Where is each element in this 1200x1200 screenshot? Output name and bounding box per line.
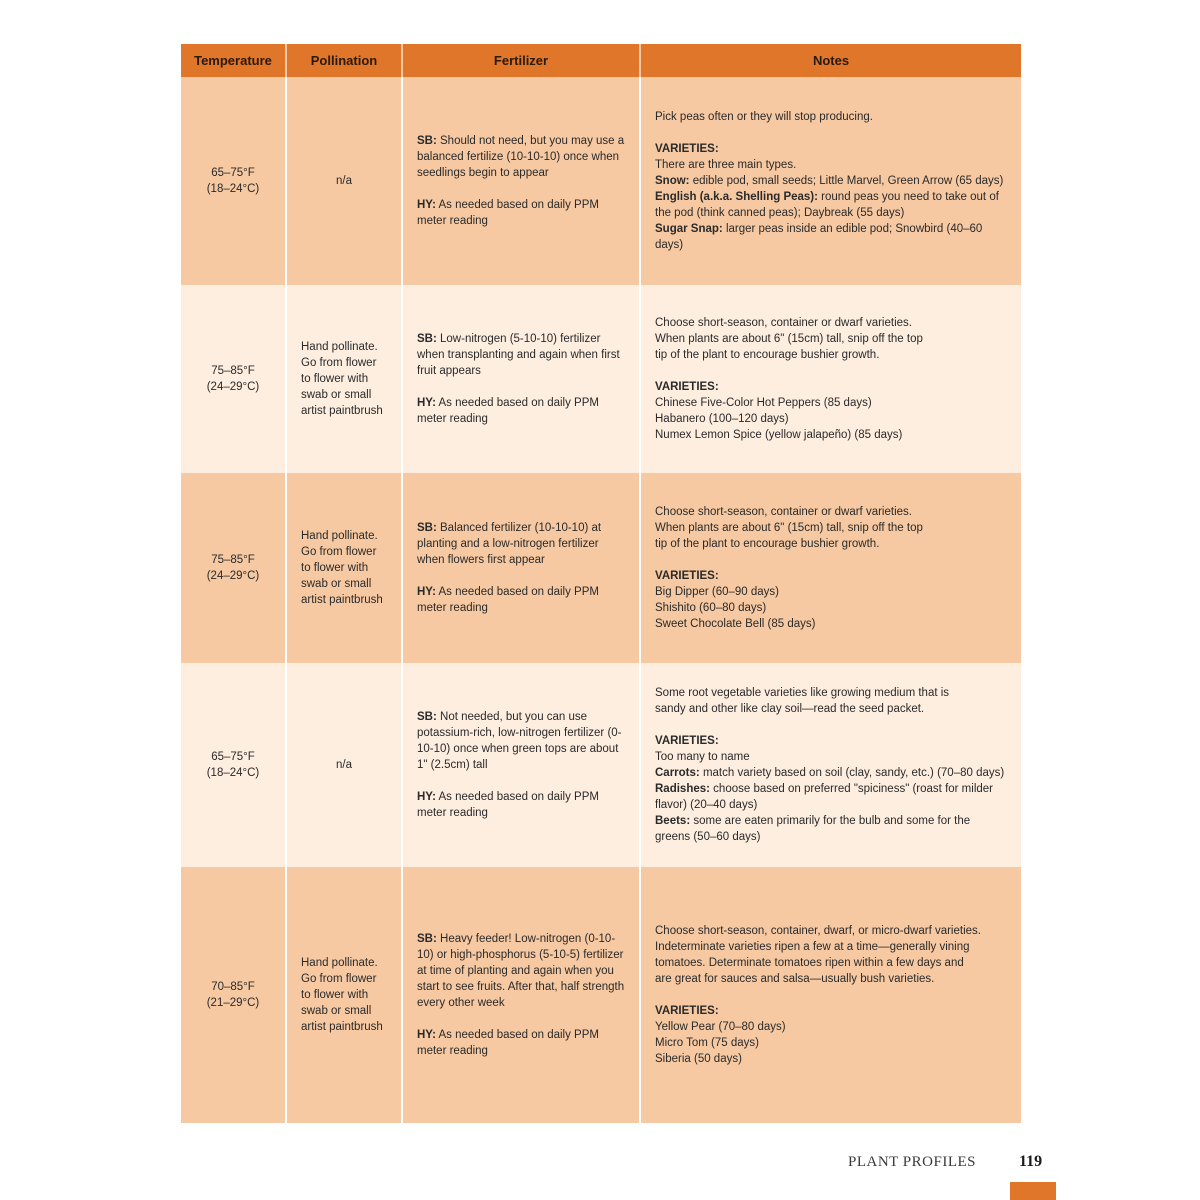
fertilizer-hydroponic <box>417 197 625 229</box>
table-body <box>181 77 1021 1123</box>
header-notes: Notes <box>640 44 1021 77</box>
fertilizer-hy-text: As needed based on daily PPM meter reading <box>417 586 599 614</box>
fertilizer-hy-text: As needed based on daily PPM meter reading <box>417 397 599 425</box>
varieties-label: VARIETIES: <box>655 143 719 155</box>
variety-text: Yellow Pear (70–80 days) <box>655 1021 786 1033</box>
variety-item <box>655 411 1007 427</box>
pollination-line: Hand pollinate. <box>301 957 378 969</box>
fertilizer-hy-label: HY: <box>417 791 436 803</box>
pollination-line: artist paintbrush <box>301 1021 383 1033</box>
variety-name: Carrots: <box>655 767 700 779</box>
table-row <box>181 663 1021 867</box>
table-row <box>181 77 1021 285</box>
fertilizer-sb-text: Heavy feeder! Low-nitrogen (0-10-10) or high-phosphorus (5-10-5) fertilizer at time of planting and again when you start to see fruits. After that, half strength every other week <box>417 933 625 1009</box>
pollination-line: Hand pollinate. <box>301 341 378 353</box>
varieties-label: VARIETIES: <box>655 381 719 393</box>
pollination-line: n/a <box>336 759 352 771</box>
pollination-line: swab or small <box>301 578 372 590</box>
fertilizer-hydroponic <box>417 1027 625 1059</box>
fertilizer-sb-text: Balanced fertilizer (10-10-10) at planting and a low-nitrogen fertilizer when flowers first appear <box>417 522 602 566</box>
cell-notes <box>640 663 1021 867</box>
header-pollination: Pollination <box>286 44 402 77</box>
variety-text: some are eaten primarily for the bulb and some for the greens (50–60 days) <box>655 815 971 843</box>
cell-fertilizer <box>402 867 640 1123</box>
notes-line: When plants are about 6" (15cm) tall, snip off the top <box>655 522 923 534</box>
cell-notes <box>640 285 1021 473</box>
cell-notes <box>640 473 1021 663</box>
notes-line: Choose short-season, container, dwarf, or micro-dwarf varieties. <box>655 925 981 937</box>
header-temperature: Temperature <box>181 44 286 77</box>
varieties-label: VARIETIES: <box>655 735 719 747</box>
temperature-fahrenheit: 65–75°F <box>211 751 255 763</box>
fertilizer-hy-label: HY: <box>417 199 436 211</box>
plant-profile-table-container <box>181 44 1021 1123</box>
cell-pollination <box>286 77 402 285</box>
cell-temperature <box>181 77 286 285</box>
variety-text: match variety based on soil (clay, sandy, etc.) (70–80 days) <box>702 767 1005 779</box>
varieties-label: VARIETIES: <box>655 1005 719 1017</box>
pollination-line: to flower with <box>301 373 369 385</box>
notes-line: Pick peas often or they will stop producing. <box>655 111 873 123</box>
fertilizer-hydroponic <box>417 395 625 427</box>
fertilizer-sb-label: SB: <box>417 933 437 945</box>
fertilizer-sb-text: Should not need, but you may use a balanced fertilize (10-10-10) once when seedlings begin to appear <box>417 135 625 179</box>
fertilizer-sb-label: SB: <box>417 711 437 723</box>
fertilizer-hydroponic <box>417 789 625 821</box>
pollination-line: to flower with <box>301 562 369 574</box>
fertilizer-soil-based <box>417 709 625 773</box>
variety-item <box>655 813 1007 845</box>
notes-line: sandy and other like clay soil—read the seed packet. <box>655 703 925 715</box>
variety-name: Radishes: <box>655 783 710 795</box>
fertilizer-hy-text: As needed based on daily PPM meter reading <box>417 791 599 819</box>
variety-item <box>655 221 1007 253</box>
variety-item <box>655 157 1007 173</box>
variety-text: edible pod, small seeds; Little Marvel, Green Arrow (65 days) <box>692 175 1004 187</box>
temperature-celsius: (24–29°C) <box>206 381 260 393</box>
temperature-celsius: (21–29°C) <box>206 997 260 1009</box>
cell-fertilizer <box>402 663 640 867</box>
fertilizer-hy-label: HY: <box>417 586 436 598</box>
varieties-label: VARIETIES: <box>655 570 719 582</box>
cell-pollination <box>286 473 402 663</box>
notes-line: tip of the plant to encourage bushier growth. <box>655 538 880 550</box>
temperature-celsius: (18–24°C) <box>206 767 260 779</box>
pollination-line: n/a <box>336 175 352 187</box>
cell-pollination <box>286 663 402 867</box>
variety-item <box>655 749 1007 765</box>
variety-text: round peas you need to take out of the pod (think canned peas); Daybreak (55 days) <box>655 191 999 219</box>
variety-item <box>655 584 1007 600</box>
table-header-row <box>181 44 1021 77</box>
pollination-line: swab or small <box>301 389 372 401</box>
cell-temperature <box>181 473 286 663</box>
variety-text: Shishito (60–80 days) <box>655 602 767 614</box>
fertilizer-sb-text: Not needed, but you can use potassium-rich, low-nitrogen fertilizer (0-10-10) once when green tops are about 1" (2.5cm) tall <box>417 711 622 771</box>
cell-fertilizer <box>402 77 640 285</box>
variety-item <box>655 395 1007 411</box>
variety-text: choose based on preferred "spiciness" (roast for milder flavor) (20–40 days) <box>655 783 993 811</box>
fertilizer-soil-based <box>417 520 625 568</box>
table-row <box>181 473 1021 663</box>
variety-item <box>655 173 1007 189</box>
variety-name: Sugar Snap: <box>655 223 723 235</box>
plant-profile-table <box>181 44 1021 1123</box>
notes-line: Choose short-season, container or dwarf varieties. <box>655 506 912 518</box>
notes-line: tomatoes. Determinate tomatoes ripen within a few days and <box>655 957 964 969</box>
variety-text: Big Dipper (60–90 days) <box>655 586 780 598</box>
pollination-line: to flower with <box>301 989 369 1001</box>
cell-pollination <box>286 867 402 1123</box>
section-label: PLANT PROFILES <box>848 1154 976 1170</box>
variety-text: Too many to name <box>655 751 750 763</box>
variety-name: Snow: <box>655 175 690 187</box>
fertilizer-hy-label: HY: <box>417 397 436 409</box>
cell-pollination <box>286 285 402 473</box>
fertilizer-sb-label: SB: <box>417 135 437 147</box>
cell-fertilizer <box>402 473 640 663</box>
variety-text: Chinese Five-Color Hot Peppers (85 days) <box>655 397 872 409</box>
cell-notes <box>640 867 1021 1123</box>
fertilizer-hy-label: HY: <box>417 1029 436 1041</box>
cell-temperature <box>181 867 286 1123</box>
variety-item <box>655 600 1007 616</box>
variety-text: Siberia (50 days) <box>655 1053 742 1065</box>
temperature-celsius: (18–24°C) <box>206 183 260 195</box>
cell-notes <box>640 77 1021 285</box>
temperature-celsius: (24–29°C) <box>206 570 260 582</box>
temperature-fahrenheit: 65–75°F <box>211 167 255 179</box>
variety-text: Sweet Chocolate Bell (85 days) <box>655 618 816 630</box>
variety-text: larger peas inside an edible pod; Snowbird (40–60 days) <box>655 223 983 251</box>
fertilizer-soil-based <box>417 331 625 379</box>
variety-text: Micro Tom (75 days) <box>655 1037 759 1049</box>
fertilizer-hy-text: As needed based on daily PPM meter reading <box>417 1029 599 1057</box>
variety-item <box>655 189 1007 221</box>
pollination-line: Go from flower <box>301 973 377 985</box>
temperature-fahrenheit: 70–85°F <box>211 981 255 993</box>
notes-line: tip of the plant to encourage bushier growth. <box>655 349 880 361</box>
notes-line: Indeterminate varieties ripen a few at a time—generally vining <box>655 941 970 953</box>
notes-line: Choose short-season, container or dwarf varieties. <box>655 317 912 329</box>
variety-item <box>655 1019 1007 1035</box>
temperature-fahrenheit: 75–85°F <box>211 554 255 566</box>
variety-item <box>655 427 1007 443</box>
variety-item <box>655 1051 1007 1067</box>
variety-text: Numex Lemon Spice (yellow jalapeño) (85 days) <box>655 429 903 441</box>
pollination-line: Go from flower <box>301 357 377 369</box>
header-fertilizer: Fertilizer <box>402 44 640 77</box>
pollination-line: swab or small <box>301 1005 372 1017</box>
fertilizer-soil-based <box>417 931 625 1011</box>
pollination-line: Go from flower <box>301 546 377 558</box>
fertilizer-hydroponic <box>417 584 625 616</box>
fertilizer-sb-label: SB: <box>417 333 437 345</box>
pollination-line: artist paintbrush <box>301 405 383 417</box>
variety-text: Habanero (100–120 days) <box>655 413 789 425</box>
notes-line: Some root vegetable varieties like growing medium that is <box>655 687 950 699</box>
variety-name: English (a.k.a. Shelling Peas): <box>655 191 818 203</box>
variety-item <box>655 781 1007 813</box>
fertilizer-soil-based <box>417 133 625 181</box>
fertilizer-sb-label: SB: <box>417 522 437 534</box>
page-number: 119 <box>1019 1153 1043 1170</box>
temperature-fahrenheit: 75–85°F <box>211 365 255 377</box>
page-tab-marker <box>1010 1182 1056 1200</box>
table-row <box>181 867 1021 1123</box>
variety-name: Beets: <box>655 815 691 827</box>
table-row <box>181 285 1021 473</box>
notes-line: are great for sauces and salsa—usually bush varieties. <box>655 973 935 985</box>
fertilizer-sb-text: Low-nitrogen (5-10-10) fertilizer when transplanting and again when first fruit appears <box>417 333 620 377</box>
pollination-line: Hand pollinate. <box>301 530 378 542</box>
pollination-line: artist paintbrush <box>301 594 383 606</box>
variety-item <box>655 765 1007 781</box>
variety-item <box>655 1035 1007 1051</box>
cell-temperature <box>181 663 286 867</box>
fertilizer-hy-text: As needed based on daily PPM meter reading <box>417 199 599 227</box>
cell-temperature <box>181 285 286 473</box>
variety-item <box>655 616 1007 632</box>
variety-text: There are three main types. <box>655 159 797 171</box>
cell-fertilizer <box>402 285 640 473</box>
notes-line: When plants are about 6" (15cm) tall, snip off the top <box>655 333 923 345</box>
